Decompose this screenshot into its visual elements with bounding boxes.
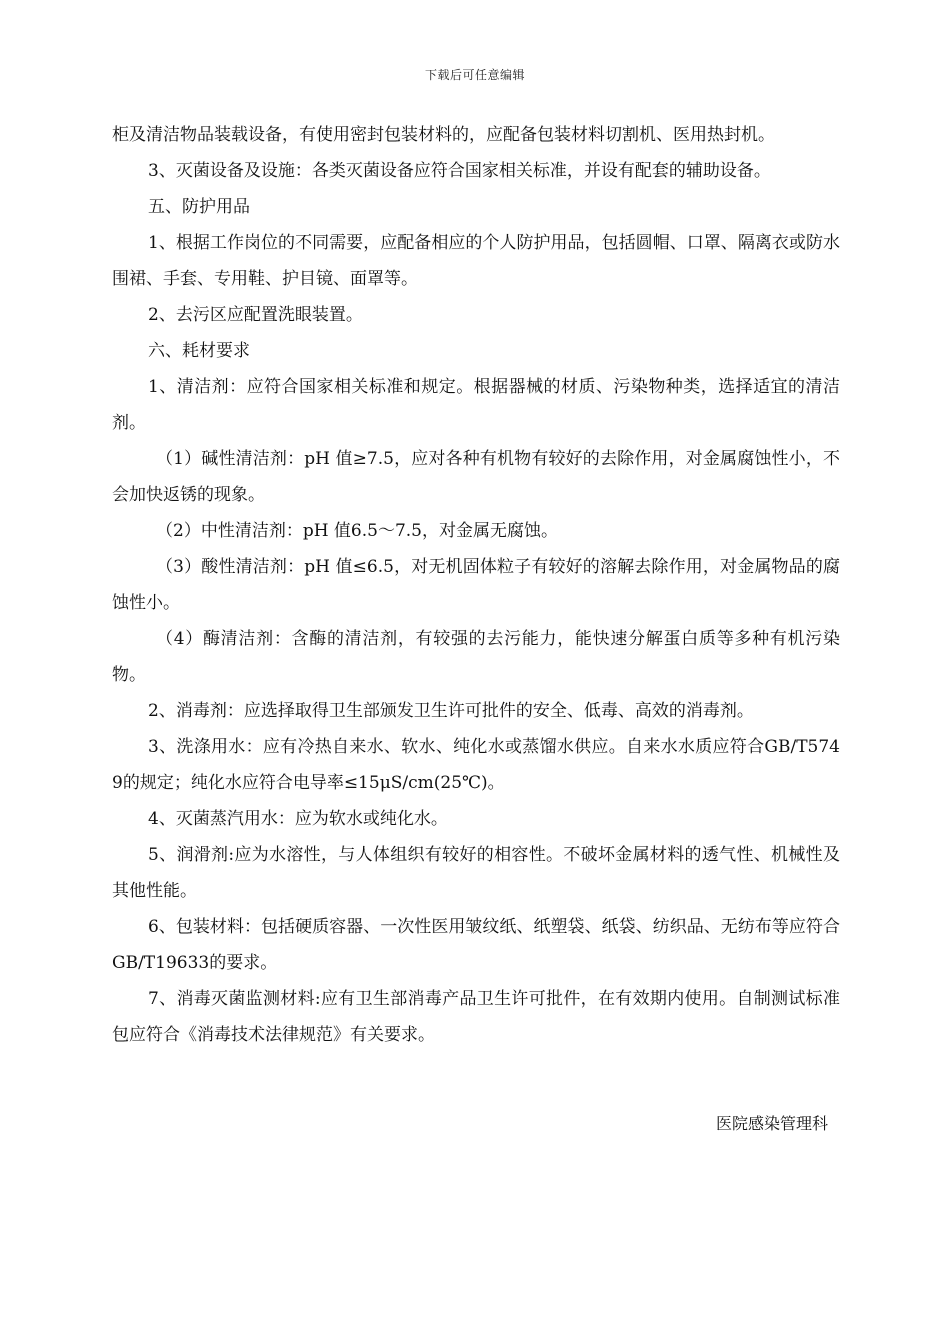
section-heading-consumables: 六、耗材要求 [148,341,250,361]
document-body [112,117,840,1053]
paragraph-monitoring-materials: 7、消毒灭菌监测材料:应有卫生部消毒产品卫生许可批件，在有效期内使用。自制测试标准包应符合《消毒技术法律规范》有关要求。 [112,989,840,1045]
paragraph-disinfectant: 2、消毒剂：应选择取得卫生部颁发卫生许可批件的安全、低毒、高效的消毒剂。 [148,701,754,721]
paragraph-neutral-cleaner: （2）中性清洁剂：pH 值6.5～7.5，对金属无腐蚀。 [156,521,558,541]
paragraph-eyewash: 2、去污区应配置洗眼装置。 [148,305,363,325]
signature-department: 医院感染管理科 [715,1114,828,1133]
paragraph-washing-water: 3、洗涤用水：应有冷热自来水、软水、纯化水或蒸馏水供应。自来水水质应符合GB/T5749的规定；纯化水应符合电导率≤15μS/cm(25℃)。 [112,737,840,793]
paragraph-cleaning-agent: 1、清洁剂：应符合国家相关标准和规定。根据器械的材质、污染物种类，选择适宜的清洁剂。 [112,377,840,433]
paragraph-packaging: 6、包装材料：包括硬质容器、一次性医用皱纹纸、纸塑袋、纸袋、纺织品、无纺布等应符合GB/T19633的要求。 [112,917,840,973]
paragraph-lubricant: 5、润滑剂:应为水溶性，与人体组织有较好的相容性。不破坏金属材料的透气性、机械性及其他性能。 [112,845,840,901]
paragraph-alkaline-cleaner: （1）碱性清洁剂：pH 值≥7.5，应对各种有机物有较好的去除作用，对金属腐蚀性小，不会加快返锈的现象。 [112,449,840,505]
paragraph-acidic-cleaner: （3）酸性清洁剂：pH 值≤6.5，对无机固体粒子有较好的溶解去除作用，对金属物品的腐蚀性小。 [112,557,840,613]
section-heading-protective-gear: 五、防护用品 [148,197,250,217]
paragraph-protective-gear: 1、根据工作岗位的不同需要，应配备相应的个人防护用品，包括圆帽、口罩、隔离衣或防水围裙、手套、专用鞋、护目镜、面罩等。 [112,233,840,289]
paragraph-steam-water: 4、灭菌蒸汽用水：应为软水或纯化水。 [148,809,448,829]
header-note: 下载后可任意编辑 [424,68,525,82]
paragraph-continuation: 柜及清洁物品装载设备，有使用密封包装材料的，应配备包装材料切割机、医用热封机。 [112,125,775,145]
paragraph-sterilization-equipment: 3、灭菌设备及设施：各类灭菌设备应符合国家相关标准，并设有配套的辅助设备。 [148,161,771,181]
paragraph-enzyme-cleaner: （4）酶清洁剂：含酶的清洁剂，有较强的去污能力，能快速分解蛋白质等多种有机污染物。 [112,629,840,685]
